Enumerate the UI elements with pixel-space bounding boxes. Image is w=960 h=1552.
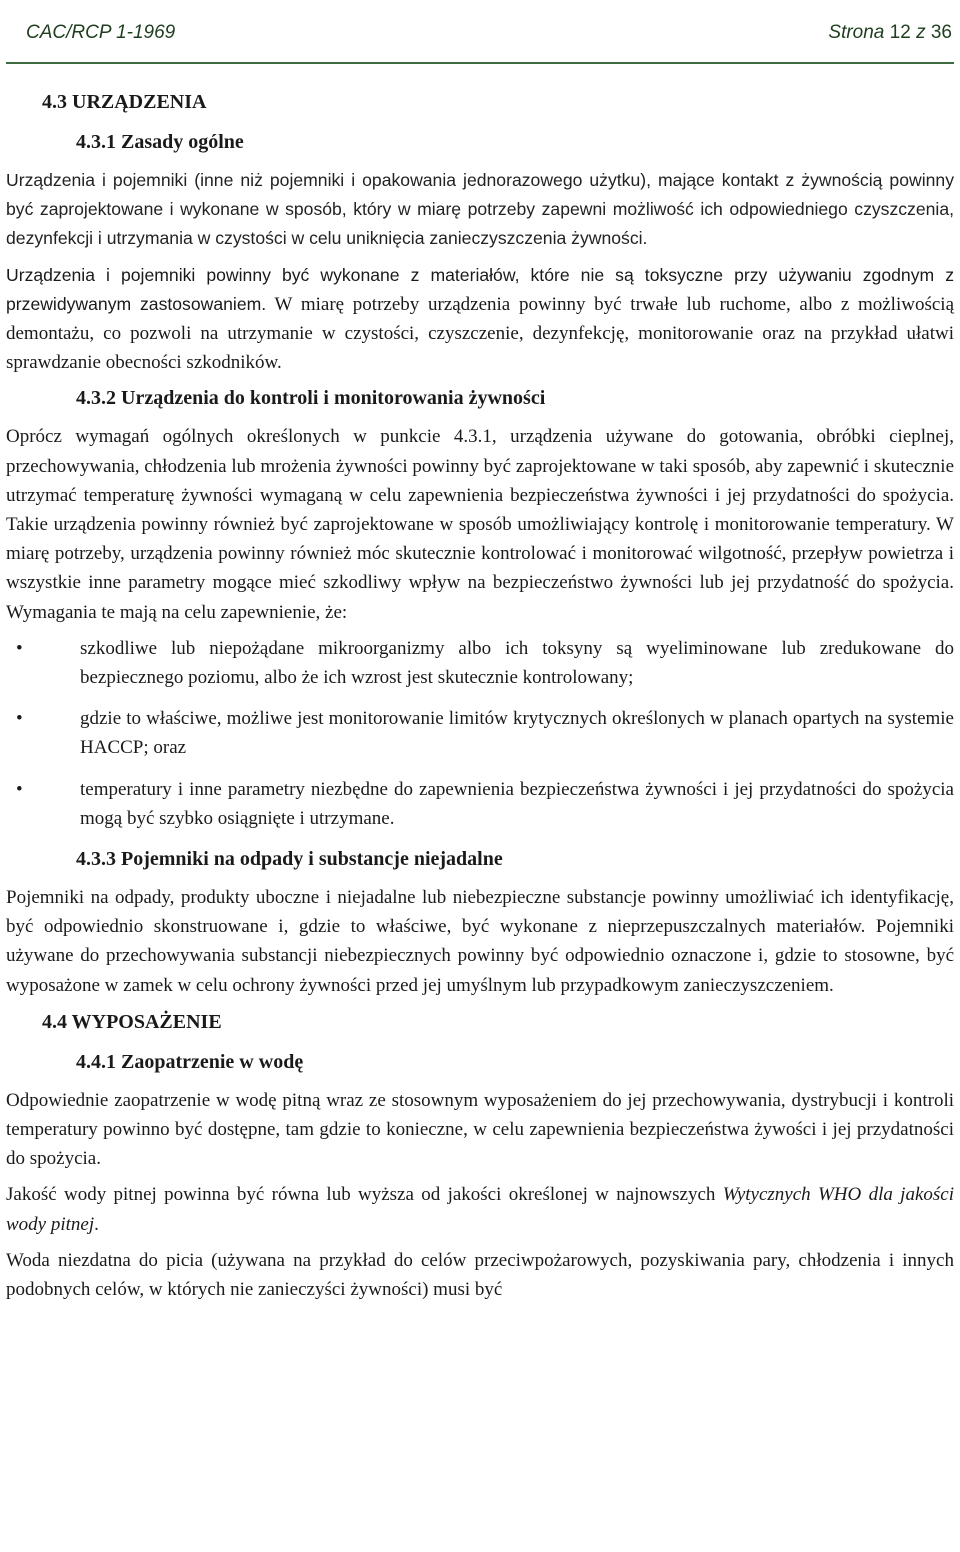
total-pages: 36 xyxy=(930,22,952,43)
subsection-heading-4-3-2: 4.3.2 Urządzenia do kontroli i monitorowania żywności xyxy=(76,387,546,410)
of-word: z xyxy=(916,22,926,43)
page-number xyxy=(828,22,952,44)
page-header xyxy=(0,0,960,80)
subsection-heading-4-4-1: 4.4.1 Zaopatrzenie w wodę xyxy=(76,1050,304,1073)
paragraph-4-4-1-2-part-b: . xyxy=(94,1213,99,1235)
document-body xyxy=(6,88,954,1311)
who-guidelines-title: Wytycznych WHO dla jakości wody pitnej xyxy=(6,1184,954,1235)
requirements-list xyxy=(6,634,954,833)
header-divider xyxy=(6,62,954,64)
paragraph-4-4-1-3: Woda niezdatna do picia (używana na przykład do celów przeciwpożarowych, pozyskiwania pary, chłodzenia i innych podobnych celów, w których nie zanieczyści żywności) musi być xyxy=(6,1249,954,1301)
subsection-heading-4-3-3: 4.3.3 Pojemniki na odpady i substancje niejadalne xyxy=(76,848,503,871)
bullet-icon: • xyxy=(16,778,23,800)
list-item xyxy=(6,775,954,833)
paragraph-4-3-1-2-part-b: W miarę potrzeby urządzenia powinny być trwałe lub ruchome, albo z możliwością demontażu, co pozwoli na utrzymanie w czystości, czyszczenie, dezynfekcję, monitorowanie oraz na przykład ułatwi sprawdzanie obecności szkodników. xyxy=(6,293,955,374)
section-heading-4-4: 4.4 WYPOSAŻENIE xyxy=(42,1010,222,1033)
section-heading-4-3: 4.3 URZĄDZENIA xyxy=(42,91,207,113)
paragraph-4-3-1-2 xyxy=(6,261,954,378)
paragraph-4-4-1-1: Odpowiednie zaopatrzenie w wodę pitną wraz ze stosownym wyposażeniem do jej przechowywania, dystrybucji i kontroli temperatury powinno być dostępne, tam gdzie to konieczne, w celu zapewnienia bezpieczeństwa żywości i jej przydatności do spożycia. xyxy=(6,1089,954,1170)
list-item xyxy=(6,704,954,762)
page-word: Strona xyxy=(828,22,885,43)
list-item-text: temperatury i inne parametry niezbędne do zapewnienia bezpieczeństwa żywności i jej przydatności do spożycia mogą być szybko osiągnięte i utrzymane. xyxy=(80,778,954,829)
bullet-icon: • xyxy=(16,637,23,659)
paragraph-4-3-3: Pojemniki na odpady, produkty uboczne i niejadalne lub niebezpieczne substancje powinny umożliwiać ich identyfikację, być odpowiednio skonstruowane i, gdzie to właściwe, być wykonane z nieprzepuszczalnych materiałów. Pojemniki używane do przechowywania substancji niebezpiecznych powinny być odpowiednio oznaczone i, gdzie to stosowne, być wyposażone w zamek w celu ochrony żywności przed jej umyślnym lub przypadkowym zanieczyszczeniem. xyxy=(6,887,954,996)
paragraph-4-4-1-2 xyxy=(6,1180,954,1238)
current-page: 12 xyxy=(889,22,911,43)
bullet-icon: • xyxy=(16,708,23,730)
paragraph-4-3-2: Oprócz wymagań ogólnych określonych w punkcie 4.3.1, urządzenia używane do gotowania, obróbki cieplnej, przechowywania, chłodzenia lub mrożenia żywności powinny być zaprojektowane w taki sposób, aby zapewnić i skutecznie utrzymać temperaturę żywności wymaganą w celu zapewnienia bezpieczeństwa żywności i jej przydatności do spożycia. Takie urządzenia powinny również być zaprojektowane w sposób umożliwiający kontrolę i monitorowanie temperatury. W miarę potrzeby, urządzenia powinny również móc skutecznie kontrolować i monitorować wilgotność, przepływ powietrza i wszystkie inne parametry mogące mieć szkodliwy wpływ na bezpieczeństwo żywności lub jej przydatność do spożycia. Wymagania te mają na celu zapewnienie, że: xyxy=(6,426,954,623)
document-code: CAC/RCP 1-1969 xyxy=(26,22,176,43)
paragraph-4-4-1-2-part-a: Jakość wody pitnej powinna być równa lub wyższa od jakości określonej w najnowszych xyxy=(6,1184,723,1206)
paragraph-4-3-1-2-part-a: Urządzenia i pojemniki powinny być wykonane z materiałów, które nie są toksyczne przy używaniu zgodnym z przewidywanym zastosowaniem. xyxy=(6,264,954,314)
list-item xyxy=(6,634,954,692)
subsection-heading-4-3-1: 4.3.1 Zasady ogólne xyxy=(76,131,244,153)
list-item-text: gdzie to właściwe, możliwe jest monitorowanie limitów krytycznych określonych w planach opartych na systemie HACCP; oraz xyxy=(80,708,954,759)
list-item-text: szkodliwe lub niepożądane mikroorganizmy albo ich toksyny są wyeliminowane lub zredukowane do bezpiecznego poziomu, albo że ich wzrost jest skutecznie kontrolowany; xyxy=(80,637,954,689)
paragraph-4-3-1-1: Urządzenia i pojemniki (inne niż pojemniki i opakowania jednorazowego użytku), mające kontakt z żywnością powinny być zaprojektowane i wykonane w sposób, który w miarę potrzeby zapewni możliwość ich odpowiedniego czyszczenia, dezynfekcji i utrzymania w czystości w celu uniknięcia zanieczyszczenia żywności. xyxy=(6,170,954,249)
